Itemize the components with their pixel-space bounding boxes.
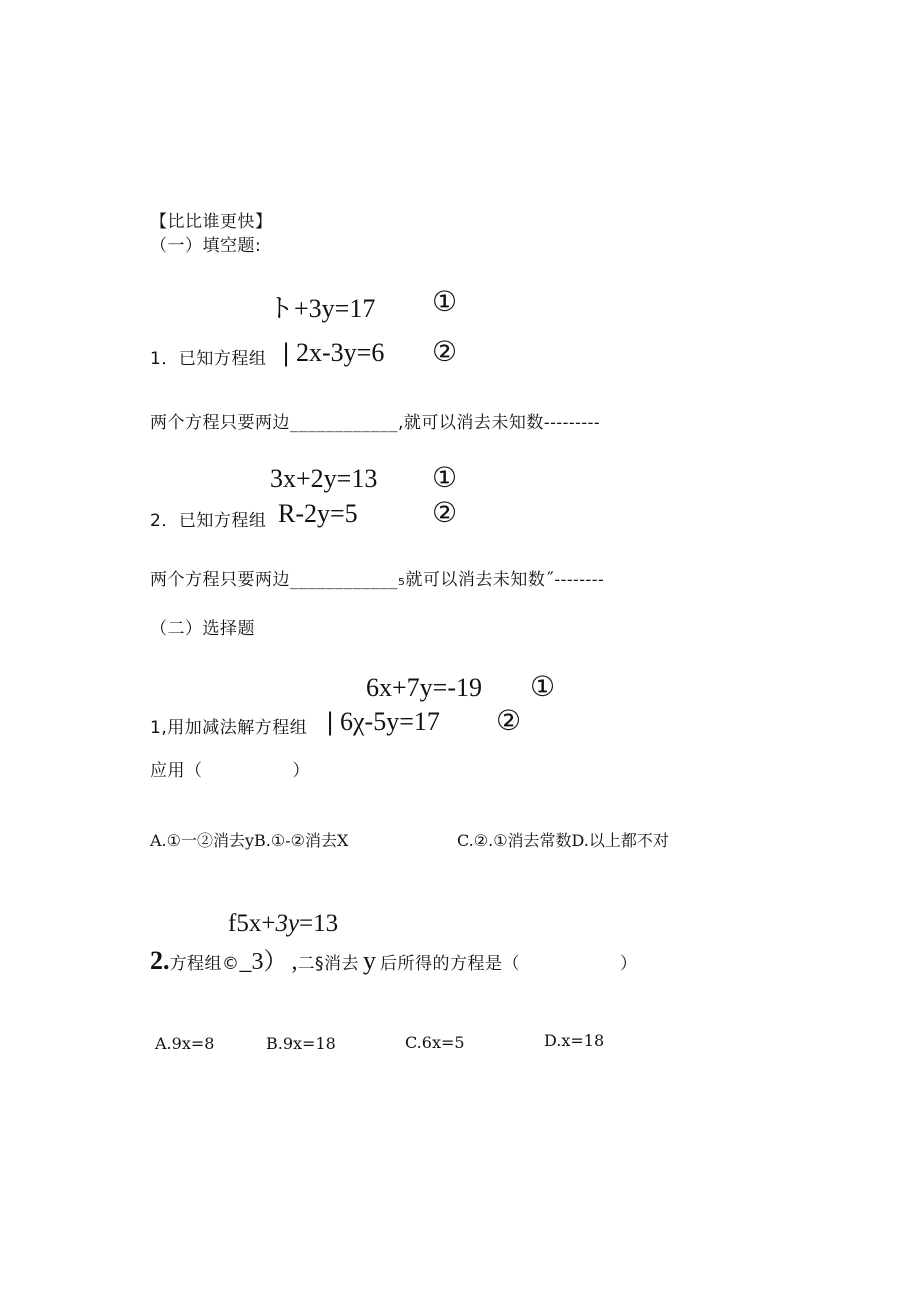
c1-equation-2: 6χ-5y=17 <box>340 707 440 736</box>
c1-equation-1: 6x+7y=-19 <box>366 673 482 702</box>
c2-close: ） <box>620 954 638 974</box>
c2-comma: , <box>291 949 298 975</box>
c2-equation-1-italic: 3y <box>275 910 300 937</box>
c2-option-c[interactable]: C.6x=5 <box>405 1033 465 1052</box>
q1-sentence-start: 两个方程只要两边 <box>150 413 290 433</box>
c1-brace: | <box>326 708 335 736</box>
c2-text2: 后所得的方程是（ <box>380 954 520 974</box>
q1-sentence <box>150 408 600 433</box>
c2-y-variable: y <box>363 946 376 975</box>
q2-sentence-mid: ₅就可以消去未知数˝ <box>398 570 555 590</box>
section-header: 【比比谁更快】 <box>150 212 273 232</box>
q1-dashes: --------- <box>543 413 601 433</box>
c2-equation-1-suffix: =13 <box>299 910 339 937</box>
q2-sentence <box>150 565 604 590</box>
c2-option-d[interactable]: D.x=18 <box>544 1031 605 1050</box>
c1-equation-1-mark: ① <box>530 670 556 703</box>
c1-equation-2-mark: ② <box>496 704 522 737</box>
c2-prefix: 方程组© <box>169 954 240 974</box>
c1-apply-close: ） <box>292 761 310 781</box>
part2-title: （二）选择题 <box>150 619 255 639</box>
c2-equation-1 <box>228 910 338 938</box>
part1-title: （一）填空题: <box>150 236 262 256</box>
q2-dashes: -------- <box>554 570 605 590</box>
q1-brace: | <box>282 339 291 367</box>
q2-equation-1-mark: ① <box>432 461 458 494</box>
q2-answer-blank[interactable]: ____________ <box>290 570 398 590</box>
c1-option-cd[interactable]: C.②.①消去常数D.以上都不对 <box>457 831 669 850</box>
q1-equation-1: ト+3y=17 <box>268 294 376 323</box>
c2-option-a[interactable]: A.9x=8 <box>155 1034 215 1053</box>
c2-mid: _3） <box>239 949 288 975</box>
c1-prefix: 1,用加减法解方程组 <box>150 718 308 738</box>
q1-equation-1-mark: ① <box>432 285 458 318</box>
q2-prefix: 2．已知方程组 <box>150 511 267 531</box>
c1-apply <box>150 756 310 781</box>
c2-equation-1-prefix: f5x+ <box>228 910 276 937</box>
q2-equation-1: 3x+2y=13 <box>270 464 378 493</box>
q2-equation-2-mark: ② <box>432 496 458 529</box>
c2-question-line <box>150 941 638 976</box>
q2-sentence-start: 两个方程只要两边 <box>150 570 290 590</box>
q1-answer-blank[interactable]: ____________ <box>290 413 398 433</box>
c2-text1: 二§消去 <box>297 954 359 974</box>
c2-option-b[interactable]: B.9x=18 <box>266 1034 336 1053</box>
q1-equation-2-mark: ② <box>432 335 458 368</box>
q2-equation-2: R-2y=5 <box>278 499 358 528</box>
q1-equation-2: 2x-3y=6 <box>296 338 385 367</box>
c1-option-ab[interactable]: A.①一②消去yB.①-②消去X <box>150 831 349 850</box>
c1-apply-label: 应用（ <box>150 761 203 781</box>
q1-sentence-mid: ,就可以消去未知数 <box>398 413 544 433</box>
q1-prefix: 1．已知方程组 <box>150 349 267 369</box>
c2-number: 2. <box>150 946 170 975</box>
